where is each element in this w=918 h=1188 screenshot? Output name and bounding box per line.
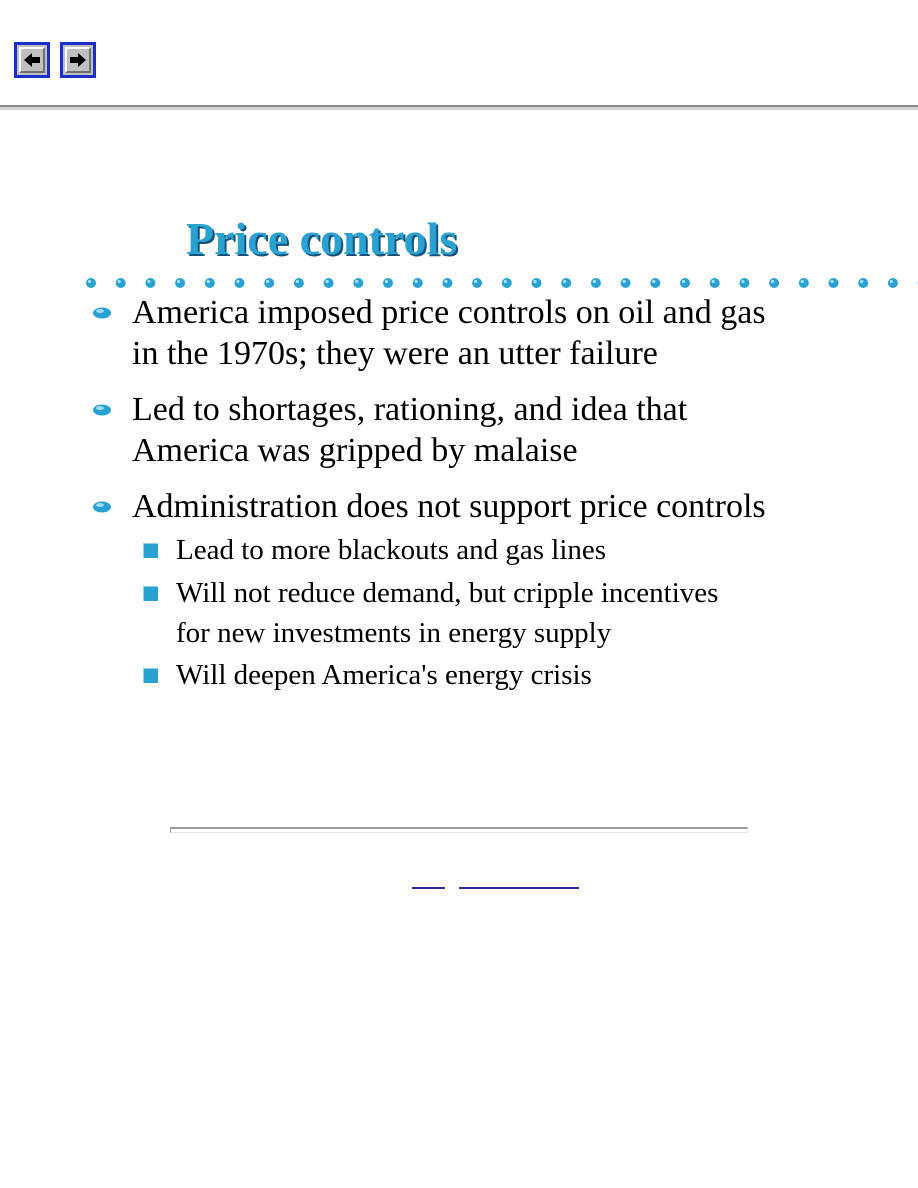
underline-dot (294, 278, 304, 288)
underline-dot (532, 278, 542, 288)
underline-dot (680, 278, 690, 288)
underline-dot (235, 278, 245, 288)
underline-dot (888, 278, 898, 288)
bullet-3-line-1: Administration does not support price controls (132, 488, 766, 525)
underline-dot-highlight (147, 280, 150, 283)
footer-divider (170, 827, 748, 833)
underline-dot (858, 278, 868, 288)
underline-dot-highlight (296, 280, 299, 283)
underline-dot (264, 278, 274, 288)
footer-link[interactable] (412, 887, 445, 889)
underline-dot (710, 278, 720, 288)
underline-dot (324, 278, 334, 288)
underline-dot-highlight (652, 280, 655, 283)
bullet-2-line-1: Led to shortages, rationing, and idea that (132, 391, 688, 428)
sub-bullet-2-line-2: for new investments in energy supply (176, 617, 612, 649)
underline-dot (175, 278, 185, 288)
sub-bullet-icon (143, 586, 158, 601)
sub-bullet-icon (143, 668, 158, 683)
underline-dot (86, 278, 96, 288)
bullet-1-line-1: America imposed price controls on oil and gas (132, 294, 766, 331)
sub-bullet-icon (143, 543, 158, 558)
next-slide-button[interactable] (60, 42, 96, 78)
bullet-icon (92, 404, 112, 416)
underline-dot-highlight (563, 280, 566, 283)
underline-dot (442, 278, 452, 288)
underline-dot (769, 278, 779, 288)
underline-dot (650, 278, 660, 288)
dotted-title-underline (85, 276, 918, 290)
underline-dot-highlight (415, 280, 418, 283)
underline-dot-highlight (355, 280, 358, 283)
bullet-icon (92, 307, 112, 319)
underline-dot (561, 278, 571, 288)
sub-bullet-1-line-1: Lead to more blackouts and gas lines (176, 534, 607, 566)
arrow-right-icon (69, 52, 87, 68)
underline-dot-highlight (236, 280, 239, 283)
underline-dot (116, 278, 126, 288)
bullet-2-line-2: America was gripped by malaise (132, 432, 578, 469)
underline-dot-highlight (890, 280, 893, 283)
underline-dot-highlight (593, 280, 596, 283)
underline-dot-highlight (207, 280, 210, 283)
underline-dot-highlight (623, 280, 626, 283)
previous-slide-button[interactable] (14, 42, 50, 78)
underline-dot-highlight (860, 280, 863, 283)
underline-dot-highlight (474, 280, 477, 283)
underline-dot-highlight (682, 280, 685, 283)
underline-dot-highlight (801, 280, 804, 283)
underline-dot (205, 278, 215, 288)
underline-dot-highlight (830, 280, 833, 283)
underline-dot-highlight (712, 280, 715, 283)
underline-dot-highlight (266, 280, 269, 283)
underline-dot (383, 278, 393, 288)
bullet-1-line-2: in the 1970s; they were an utter failure (132, 335, 658, 372)
underline-dot-highlight (385, 280, 388, 283)
underline-dot-highlight (177, 280, 180, 283)
underline-dot-highlight (504, 280, 507, 283)
footer-link[interactable] (459, 887, 579, 889)
underline-dot (145, 278, 155, 288)
underline-dot (829, 278, 839, 288)
underline-dot-highlight (444, 280, 447, 283)
underline-dot (502, 278, 512, 288)
underline-dot (353, 278, 363, 288)
underline-dot (472, 278, 482, 288)
underline-dot-highlight (118, 280, 121, 283)
slide-title: Price controls (186, 213, 458, 264)
underline-dot (591, 278, 601, 288)
header-divider (0, 105, 918, 110)
underline-dot-highlight (741, 280, 744, 283)
sub-bullet-3-line-1: Will deepen America's energy crisis (176, 659, 592, 691)
underline-dot (621, 278, 631, 288)
underline-dot-highlight (88, 280, 91, 283)
underline-dot (799, 278, 809, 288)
underline-dot (413, 278, 423, 288)
bullet-icon (92, 501, 112, 513)
underline-dot-highlight (326, 280, 329, 283)
arrow-left-icon (23, 52, 41, 68)
underline-dot (739, 278, 749, 288)
sub-bullet-2-line-1: Will not reduce demand, but cripple incentives (176, 577, 719, 609)
underline-dot-highlight (533, 280, 536, 283)
underline-dot-highlight (771, 280, 774, 283)
